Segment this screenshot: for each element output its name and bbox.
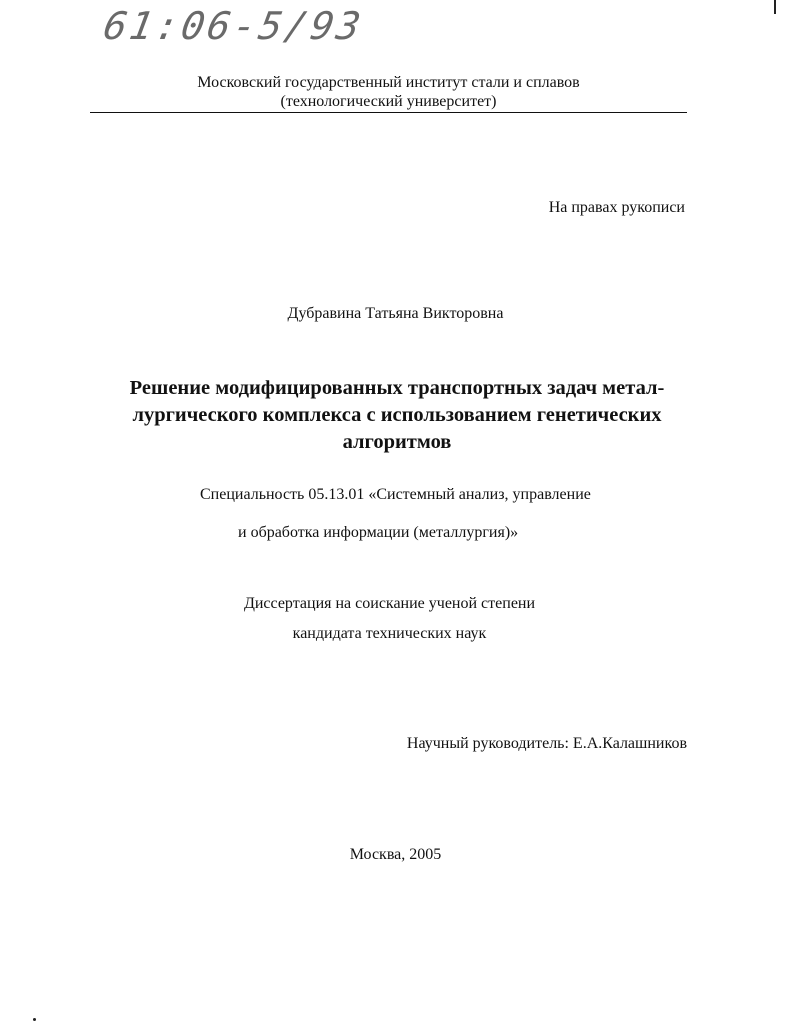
manuscript-rights: На правах рукописи xyxy=(548,199,685,216)
city-year: Москва, 2005 xyxy=(349,846,442,863)
institution-name: Московский государственный институт стали и сплавов xyxy=(197,74,580,91)
author-name: Дубравина Татьяна Викторовна xyxy=(287,305,504,322)
specialty-line-2: и обработка информации (металлургия)» xyxy=(238,524,519,541)
scan-speck xyxy=(33,1018,36,1021)
thesis-title-line-3: алгоритмов xyxy=(342,431,452,453)
specialty-line-1: Специальность 05.13.01 «Системный анализ, управление xyxy=(200,486,591,503)
thesis-title-line-1: Решение модифицированных транспортных задач метал- xyxy=(129,377,665,399)
scientific-advisor: Научный руководитель: Е.А.Калашников xyxy=(406,735,687,752)
thesis-title-line-2: лургического комплекса с использованием генетических xyxy=(132,404,662,426)
dissertation-line-1: Диссертация на соискание ученой степени xyxy=(243,595,536,612)
scan-edge-mark xyxy=(774,0,776,14)
header-rule xyxy=(90,112,687,113)
dissertation-line-2: кандидата технических наук xyxy=(292,625,487,642)
handwritten-catalog-number: 61:06-5/93 xyxy=(100,4,367,48)
institution-subtitle: (технологический университет) xyxy=(280,93,497,110)
